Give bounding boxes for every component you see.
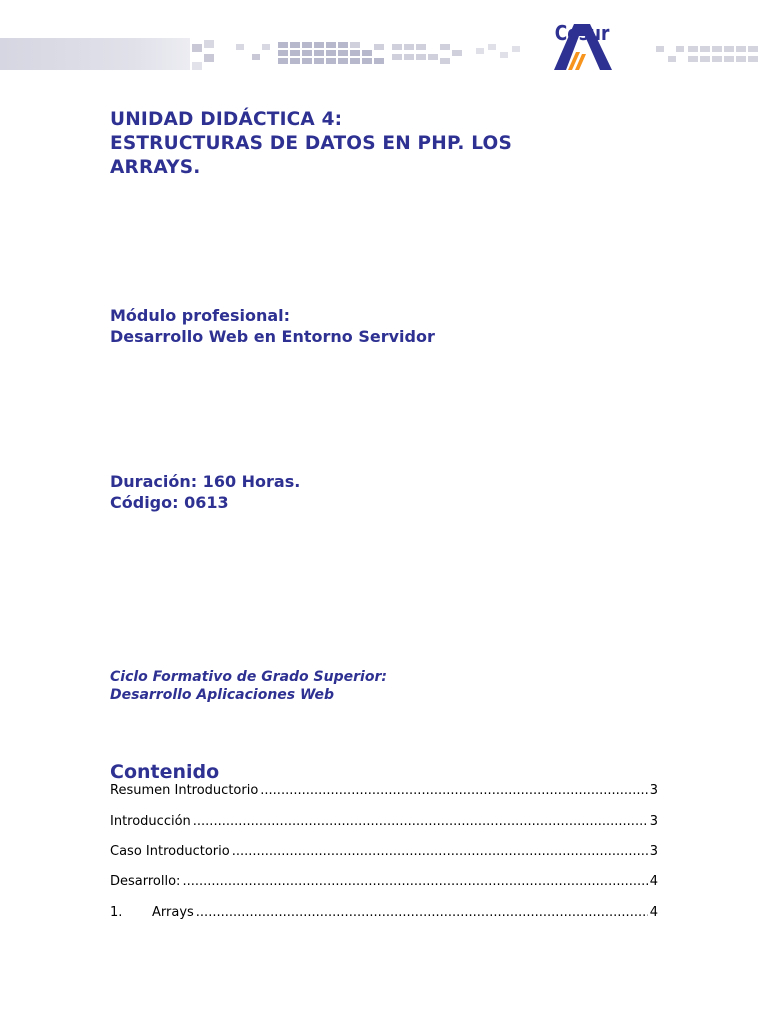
toc-dot-leader	[260, 783, 647, 798]
toc-entry[interactable]	[110, 844, 658, 862]
cycle-line-2: Desarrollo Aplicaciones Web	[110, 687, 335, 703]
toc-entry-number: 1.	[110, 905, 123, 920]
toc-entry[interactable]	[110, 814, 658, 832]
toc-dot-leader	[196, 905, 648, 920]
page-title	[110, 108, 670, 180]
module-label: Módulo profesional:	[110, 306, 291, 325]
logo-text: Cesur	[554, 22, 610, 46]
module-name: Desarrollo Web en Entorno Servidor	[110, 327, 435, 346]
toc-entry-page: 4	[649, 874, 658, 889]
cycle-section	[110, 668, 387, 704]
toc-entry-page: 3	[649, 783, 658, 798]
toc-entry-page: 3	[649, 814, 658, 829]
header-pixel-decoration	[0, 0, 768, 90]
module-section	[110, 305, 435, 347]
toc-dot-leader	[182, 874, 647, 889]
toc-entry[interactable]	[110, 874, 658, 892]
toc-entry[interactable]	[110, 783, 658, 801]
cycle-line-1: Ciclo Formativo de Grado Superior:	[110, 669, 387, 685]
toc-dot-leader	[193, 814, 648, 829]
toc-entry-label: Introducción	[110, 814, 191, 829]
module-code: Código: 0613	[110, 493, 229, 512]
toc-entry-label: Arrays	[152, 905, 194, 920]
title-line-2: ESTRUCTURAS DE DATOS EN PHP. LOS	[110, 133, 512, 154]
duration-section	[110, 471, 300, 513]
toc-entry-page: 3	[649, 844, 658, 859]
toc-entry-label: Caso Introductorio	[110, 844, 230, 859]
toc-entry-label: Desarrollo:	[110, 874, 181, 889]
toc-heading: Contenido	[110, 761, 220, 783]
toc-entry-page: 4	[649, 905, 658, 920]
toc-entry[interactable]	[110, 905, 658, 923]
toc-entry-label: Resumen Introductorio	[110, 783, 259, 798]
cesur-logo	[548, 14, 618, 74]
duration-hours: Duración: 160 Horas.	[110, 472, 301, 491]
title-line-3: ARRAYS.	[110, 157, 201, 178]
title-line-1: UNIDAD DIDÁCTICA 4:	[110, 109, 343, 130]
toc-dot-leader	[232, 844, 648, 859]
